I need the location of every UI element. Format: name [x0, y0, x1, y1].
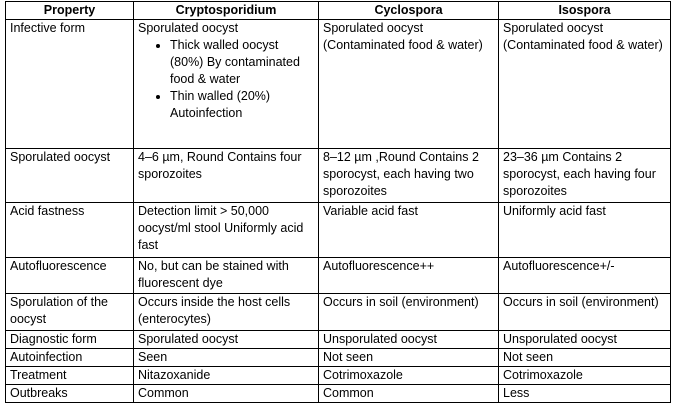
property-cell: Sporulation of the oocyst — [6, 294, 134, 331]
isospora-cell: Autofluorescence+/- — [499, 258, 671, 294]
table-header — [6, 2, 671, 20]
list-item: • Thin walled (20%) Autoinfection — [170, 88, 314, 122]
property-cell: Autofluorescence — [6, 258, 134, 294]
cyclospora-cell: Not seen — [319, 349, 499, 367]
cryptosporidium-cell: Detection limit > 50,000 oocyst/ml stool Uniformly acid fast — [134, 203, 319, 258]
isospora-cell: Sporulated oocyst (Contaminated food & water) — [499, 20, 671, 149]
table-row — [6, 331, 671, 349]
isospora-cell: Less — [499, 385, 671, 403]
table-body — [6, 20, 671, 403]
cryptosporidium-cell: No, but can be stained with fluorescent dye — [134, 258, 319, 294]
property-cell: Outbreaks — [6, 385, 134, 403]
property-cell: Autoinfection — [6, 349, 134, 367]
table-row — [6, 20, 671, 149]
cryptosporidium-cell: 4–6 µm, Round Contains four sporozoites — [134, 149, 319, 203]
list-item: • Thick walled oocyst (80%) By contaminated food & water — [170, 37, 314, 88]
isospora-cell: Occurs in soil (environment) — [499, 294, 671, 331]
cryptosporidium-cell: Common — [134, 385, 319, 403]
property-cell: Diagnostic form — [6, 331, 134, 349]
isospora-cell: Unsporulated oocyst — [499, 331, 671, 349]
table-row — [6, 258, 671, 294]
table-row — [6, 367, 671, 385]
header-isospora: Isospora — [499, 2, 671, 20]
cryptosporidium-cell: Sporulated oocyst — [134, 331, 319, 349]
table-row — [6, 203, 671, 258]
cryptosporidium-cell: Occurs inside the host cells (enterocytes) — [134, 294, 319, 331]
table-row — [6, 294, 671, 331]
cyclospora-cell: Unsporulated oocyst — [319, 331, 499, 349]
property-cell: Acid fastness — [6, 203, 134, 258]
bullet-list — [138, 37, 314, 122]
isospora-cell: Not seen — [499, 349, 671, 367]
header-cyclospora: Cyclospora — [319, 2, 499, 20]
isospora-cell: Uniformly acid fast — [499, 203, 671, 258]
property-cell: Treatment — [6, 367, 134, 385]
table-row — [6, 385, 671, 403]
cryptosporidium-cell: Nitazoxanide — [134, 367, 319, 385]
cyclospora-cell: Variable acid fast — [319, 203, 499, 258]
cyclospora-cell: Sporulated oocyst (Contaminated food & water) — [319, 20, 499, 149]
property-cell: Infective form — [6, 20, 134, 149]
header-row — [6, 2, 671, 20]
cryptosporidium-cell: Seen — [134, 349, 319, 367]
cell-text: Sporulated oocyst — [138, 21, 239, 35]
header-property: Property — [6, 2, 134, 20]
header-cryptosporidium: Cryptosporidium — [134, 2, 319, 20]
isospora-cell: 23–36 µm Contains 2 sporocyst, each having four sporozoites — [499, 149, 671, 203]
isospora-cell: Cotrimoxazole — [499, 367, 671, 385]
cryptosporidium-cell — [134, 20, 319, 149]
cyclospora-cell: Cotrimoxazole — [319, 367, 499, 385]
table-row — [6, 349, 671, 367]
cyclospora-cell: 8–12 µm ,Round Contains 2 sporocyst, each having two sporozoites — [319, 149, 499, 203]
cyclospora-cell: Autofluorescence++ — [319, 258, 499, 294]
property-cell: Sporulated oocyst — [6, 149, 134, 203]
cyclospora-cell: Occurs in soil (environment) — [319, 294, 499, 331]
cyclospora-cell: Common — [319, 385, 499, 403]
table-row — [6, 149, 671, 203]
comparison-table — [5, 1, 671, 403]
